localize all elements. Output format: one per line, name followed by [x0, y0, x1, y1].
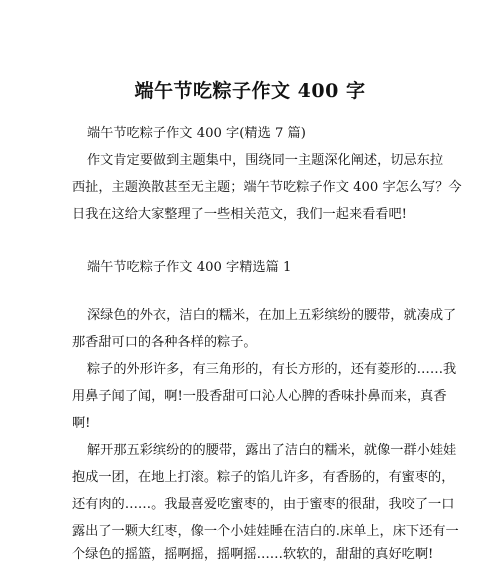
paragraph-line: 深绿色的外衣，洁白的糯米，在加上五彩缤纷的腰带，就凑成了 [87, 308, 457, 323]
document-title: 端午节吃粽子作文 400 字 [134, 80, 366, 102]
intro-line: 作文肯定要做到主题集中，围绕同一主题深化阐述，切忌东拉 [87, 153, 444, 168]
paragraph-line: 用鼻子闻了闻，啊!一股香甜可口沁人心脾的香味扑鼻而来，真香 [72, 389, 447, 404]
paragraph-line: 解开那五彩缤纷的的腰带，露出了洁白的糯米，就像一群小娃娃 [87, 443, 457, 458]
intro-line: 日我在这给大家整理了一些相关范文，我们一起来看看吧! [72, 207, 407, 222]
paragraph-line: 粽子的外形许多，有三角形的，有长方形的，还有菱形的……我 [87, 362, 457, 377]
paragraph-line: 还有肉的……。我最喜爱吃蜜枣的，由于蜜枣的很甜，我咬了一口 [72, 497, 455, 512]
paragraph-line: 啊! [72, 416, 91, 431]
section-heading: 端午节吃粽子作文 400 字精选篇 1 [87, 260, 292, 275]
intro-line: 西扯，主题涣散甚至无主题；端午节吃粽子作文 400 字怎么写？今 [72, 180, 462, 195]
paragraph-line: 个绿色的摇篮，摇啊摇，摇啊摇……软软的，甜甜的真好吃啊! [72, 547, 434, 562]
document-subtitle: 端午节吃粽子作文 400 字(精选 7 篇) [87, 126, 306, 141]
paragraph-line: 抱成一团，在地上打滚。粽子的馅儿许多，有香肠的，有蜜枣的， [72, 470, 455, 485]
paragraph-line: 露出了一颗大红枣，像一个小娃娃睡在洁白的.床单上，床下还有一 [72, 524, 459, 539]
paragraph-line: 那香甜可口的各种各样的粽子。 [72, 335, 257, 350]
